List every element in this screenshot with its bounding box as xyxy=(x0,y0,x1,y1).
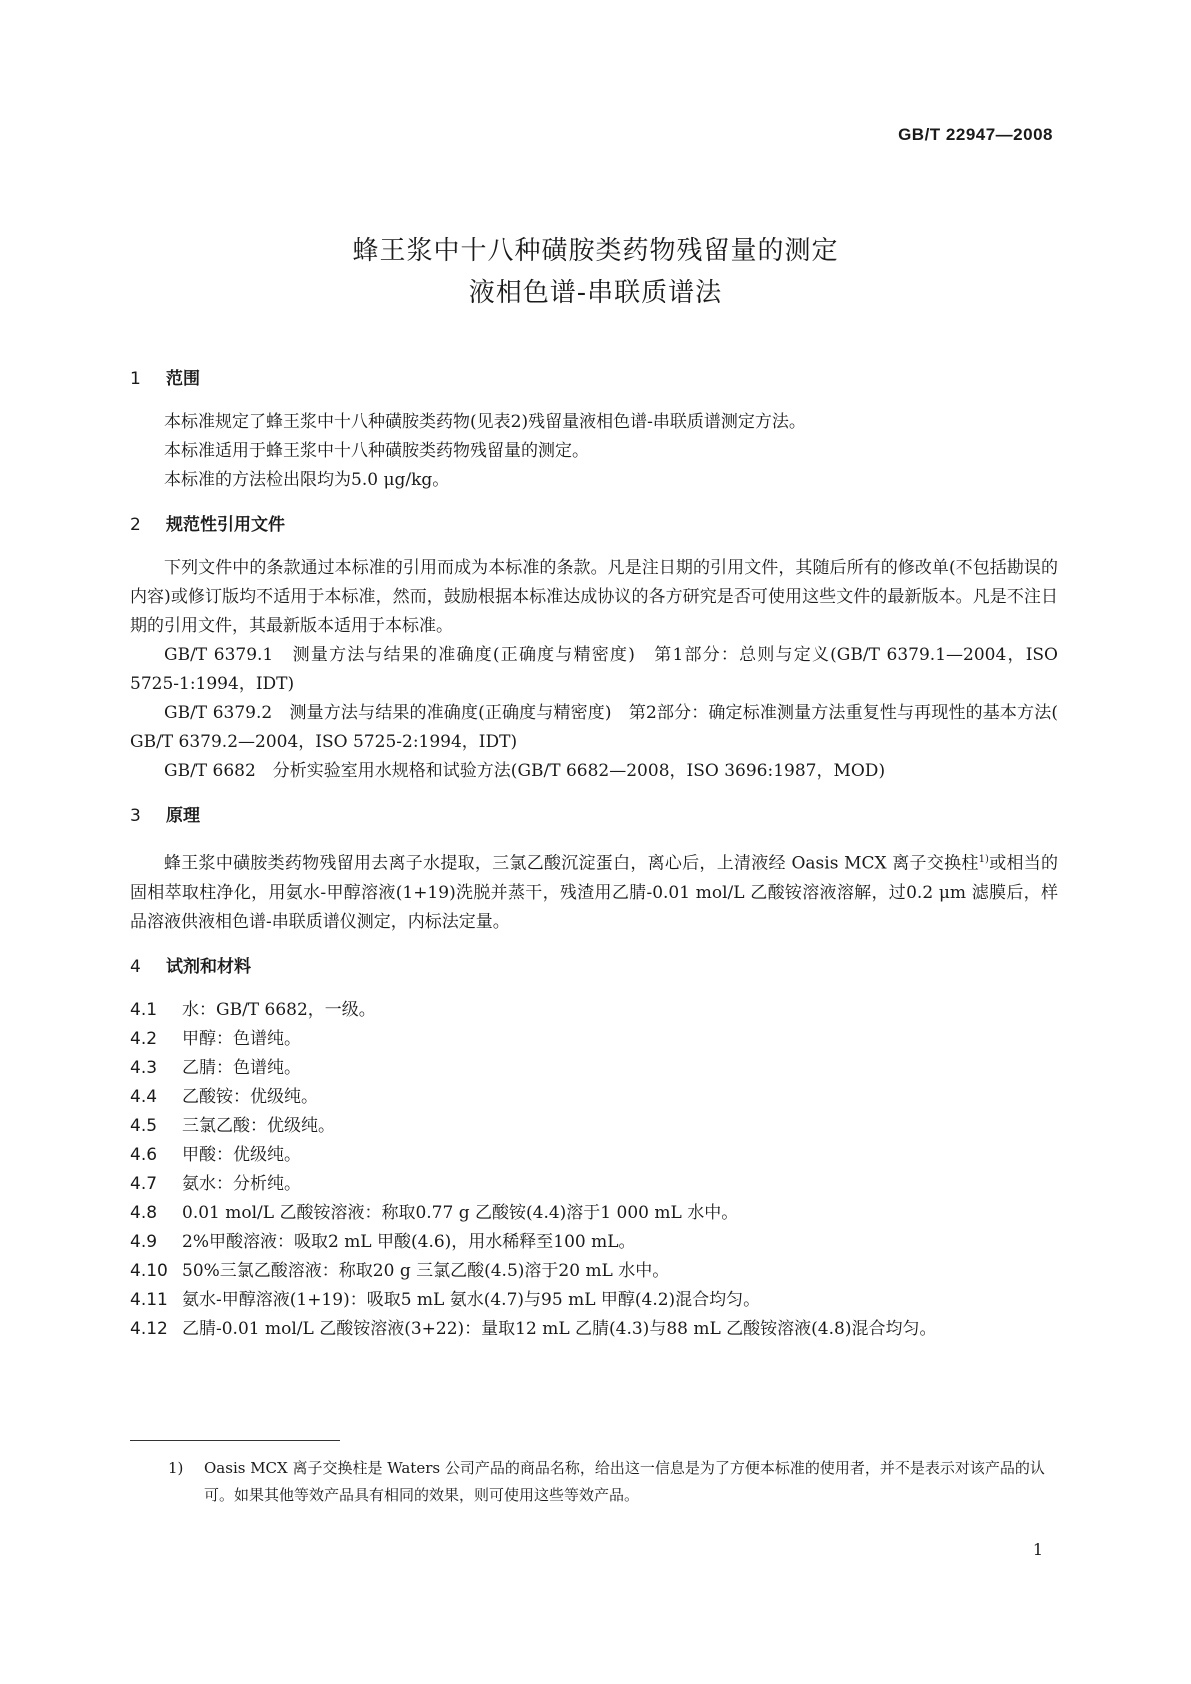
section-2-heading xyxy=(130,511,1058,540)
reagent-item xyxy=(130,1286,1058,1315)
section-number: 3 xyxy=(130,806,141,826)
section-title: 规范性引用文件 xyxy=(166,515,285,535)
section-title: 范围 xyxy=(166,369,200,389)
item-number: 4.10 xyxy=(130,1260,168,1281)
item-number: 4.1 xyxy=(130,999,158,1020)
item-text: 乙腈-0.01 mol/L 乙酸铵溶液(3+22)：量取12 mL 乙腈(4.3)与88 mL 乙酸铵溶液(4.8)混合均匀。 xyxy=(182,1318,937,1339)
item-text: 氨水-甲醇溶液(1+19)：吸取5 mL 氨水(4.7)与95 mL 甲醇(4.2)混合均匀。 xyxy=(182,1289,761,1310)
section-1-heading xyxy=(130,365,1058,394)
item-number: 4.8 xyxy=(130,1202,158,1223)
item-number: 4.9 xyxy=(130,1231,158,1252)
reagent-item xyxy=(130,1199,1058,1228)
item-number: 4.11 xyxy=(130,1289,168,1310)
reagent-item xyxy=(130,1025,1058,1054)
reagent-item xyxy=(130,1141,1058,1170)
section-title: 原理 xyxy=(166,806,200,826)
page-number: 1 xyxy=(1032,1540,1043,1559)
scope-paragraph: 本标准适用于蜂王浆中十八种磺胺类药物残留量的测定。 xyxy=(164,441,589,461)
item-text: 乙腈：色谱纯。 xyxy=(182,1057,301,1078)
item-text: 水：GB/T 6682，一级。 xyxy=(182,999,376,1020)
section-number: 4 xyxy=(130,956,141,977)
footnote-number: 1) xyxy=(168,1459,184,1477)
reagent-item xyxy=(130,1315,1058,1344)
reagent-item xyxy=(130,1054,1058,1083)
item-text: 氨水：分析纯。 xyxy=(182,1173,301,1194)
item-text: 2%甲酸溶液：吸取2 mL 甲酸(4.6)，用水稀释至100 mL。 xyxy=(182,1231,636,1252)
title-line-2: 液相色谱-串联质谱法 xyxy=(468,278,723,308)
principle-text: 或相当的固相萃取柱净化，用氨水-甲醇溶液(1+19)洗脱并蒸干，残渣用乙腈-0.01 mol/L 乙酸铵溶液溶解，过0.2 μm 滤膜后，样品溶液供液相色谱-串联质谱仪测定，内标法定量。 xyxy=(130,853,1059,932)
item-number: 4.4 xyxy=(130,1086,158,1107)
reagent-item xyxy=(130,1257,1058,1286)
section-3-heading xyxy=(130,802,1058,831)
footnote xyxy=(170,1455,1058,1509)
section-4-heading xyxy=(130,953,1058,982)
item-number: 4.3 xyxy=(130,1057,158,1078)
item-text: 甲醇：色谱纯。 xyxy=(182,1028,301,1049)
item-text: 甲酸：优级纯。 xyxy=(182,1144,301,1165)
footnote-text: Oasis MCX 离子交换柱是 Waters 公司产品的商品名称，给出这一信息是为了方便本标准的使用者，并不是表示对该产品的认可。如果其他等效产品具有相同的效果，则可使用这些等效产品。 xyxy=(204,1459,1045,1504)
reagent-item xyxy=(130,996,1058,1025)
section-number: 2 xyxy=(130,515,141,535)
title-line-1: 蜂王浆中十八种磺胺类药物残留量的测定 xyxy=(352,236,839,266)
scope-paragraph: 本标准规定了蜂王浆中十八种磺胺类药物(见表2)残留量液相色谱-串联质谱测定方法。 xyxy=(164,412,806,432)
standard-number: GB/T 22947—2008 xyxy=(898,125,1053,144)
reagent-item xyxy=(130,1112,1058,1141)
reagent-item xyxy=(130,1228,1058,1257)
reagent-item xyxy=(130,1083,1058,1112)
section-number: 1 xyxy=(130,369,141,389)
principle-text: 蜂王浆中磺胺类药物残留用去离子水提取，三氯乙酸沉淀蛋白，离心后，上清液经 Oasis MCX 离子交换柱 xyxy=(164,853,979,874)
reference-item: GB/T 6379.2 测量方法与结果的准确度(正确度与精密度) 第2部分：确定标准测量方法重复性与再现性的基本方法( GB/T 6379.2—2004，ISO 5725-2:1994，IDT) xyxy=(130,703,1058,752)
item-text: 三氯乙酸：优级纯。 xyxy=(182,1115,335,1136)
principle-paragraph xyxy=(130,845,1058,937)
document-title xyxy=(0,230,1191,314)
item-text: 50%三氯乙酸溶液：称取20 g 三氯乙酸(4.5)溶于20 mL 水中。 xyxy=(182,1260,670,1281)
footnote-reference[interactable]: 1) xyxy=(978,854,989,865)
document-body xyxy=(130,365,1058,1344)
item-text: 0.01 mol/L 乙酸铵溶液：称取0.77 g 乙酸铵(4.4)溶于1 000 mL 水中。 xyxy=(182,1202,739,1223)
footnote-divider xyxy=(130,1440,340,1441)
reagent-item xyxy=(130,1170,1058,1199)
reference-item: GB/T 6379.1 测量方法与结果的准确度(正确度与精密度) 第1部分：总则与定义(GB/T 6379.1—2004，ISO 5725-1:1994，IDT) xyxy=(130,645,1058,694)
references-intro: 下列文件中的条款通过本标准的引用而成为本标准的条款。凡是注日期的引用文件，其随后所有的修改单(不包括勘误的内容)或修订版均不适用于本标准，然而，鼓励根据本标准达成协议的各方研究是否可使用这些文件的最新版本。凡是不注日期的引用文件，其最新版本适用于本标准。 xyxy=(130,558,1058,636)
item-number: 4.5 xyxy=(130,1115,158,1136)
scope-paragraph: 本标准的方法检出限均为5.0 μg/kg。 xyxy=(164,470,450,490)
item-text: 乙酸铵：优级纯。 xyxy=(182,1086,318,1107)
item-number: 4.12 xyxy=(130,1318,168,1339)
section-title: 试剂和材料 xyxy=(166,956,251,977)
item-number: 4.2 xyxy=(130,1028,158,1049)
item-number: 4.6 xyxy=(130,1144,158,1165)
reference-item: GB/T 6682 分析实验室用水规格和试验方法(GB/T 6682—2008，ISO 3696:1987，MOD) xyxy=(164,761,886,781)
item-number: 4.7 xyxy=(130,1173,158,1194)
